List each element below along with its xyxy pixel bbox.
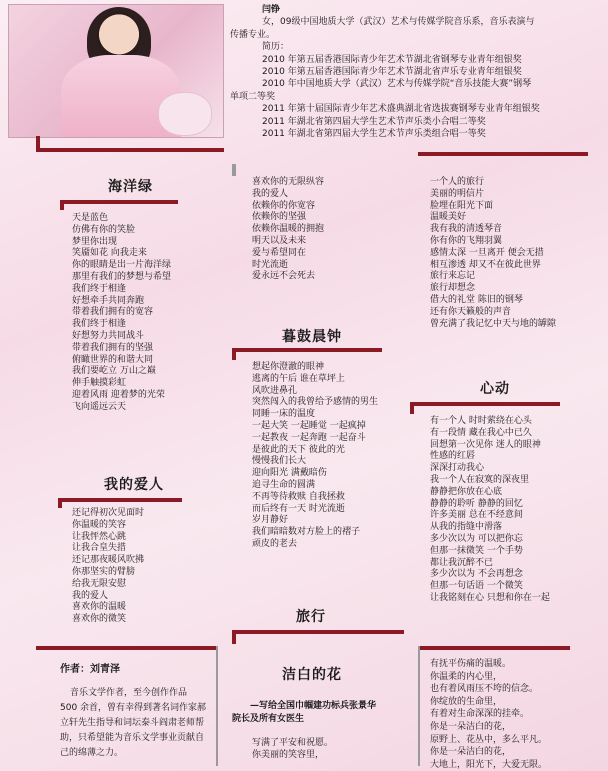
poem-line: 是彼此的天下 彼此的光 [252, 444, 345, 455]
divider-red-tick [36, 136, 40, 152]
poem-body-col2-top [252, 177, 324, 283]
poem-title-haiyanglv: 海洋绿 [108, 179, 153, 195]
poem-line: 都让我沉醉不已 [430, 557, 494, 568]
poem-line: 顽皮的老去 [252, 538, 298, 549]
poem-line: 原野上、花丛中，多么平凡。 [430, 734, 548, 745]
poem-line: 突然闯入的我曾给予感情的男生 [252, 397, 379, 408]
author-bio-line: 立轩先生指导和词坛泰斗阎肃老师帮 [60, 718, 205, 728]
poem-line: 2010 年中国地质大学（武汉）艺术与传媒学院“音乐技能大赛”钢琴 [262, 79, 532, 90]
poem-body-col3-bottom [430, 658, 547, 771]
poem-line: 爱与希望同在 [252, 247, 307, 258]
title-underline [410, 402, 560, 406]
poem-line: 不再等待救赎 自我拯救 [252, 491, 345, 502]
poem-line: 想起你澄澈的眼神 [252, 362, 325, 372]
author-label: 作者：刘青泽 [60, 664, 120, 675]
poem-title-lvxing: 旅行 [296, 609, 326, 625]
title-underline [232, 630, 404, 634]
divider-grey-vertical [216, 646, 218, 766]
divider-red-bottom [420, 646, 570, 650]
poem-line: 追寻生命的圆满 [252, 479, 316, 490]
poem-line: 天是蓝色 [72, 213, 109, 223]
poem-line: 那里有我们的梦想与希望 [72, 271, 172, 282]
poem-line: 依赖你温暖的拥抱 [252, 224, 325, 235]
poem-line: 从我的指缝中滑落 [430, 522, 503, 533]
poem-line: 深深打动我心 [430, 463, 485, 474]
bio-line1: 女，09级中国地质大学（武汉）艺术与传媒学院音乐系，音乐表演与 [262, 17, 535, 28]
poem-line: 喜欢你的无限纵容 [252, 177, 325, 187]
poem-line: 你温柔的内心里， [430, 671, 503, 682]
poem-line: 你绽放的生命里， [430, 696, 503, 707]
poem-title-xindong: 心动 [480, 381, 510, 397]
poem-subtitle-jiebai [232, 700, 376, 726]
poem-line: 你那坚实的臂膀 [72, 566, 136, 577]
bio-name: 闫铮 [262, 5, 281, 15]
poem-line: 2010 年第五届香港国际青少年艺术节湖北省钢琴专业青年组银奖 [262, 54, 522, 65]
author-bio-line: 助，只希望能为音乐文学事业贡献自 [60, 733, 205, 743]
title-underline [60, 200, 178, 204]
poem-line: 你有你的飞翔羽翼 [430, 235, 503, 246]
poem-line: 带着我们拥有的坚强 [72, 342, 154, 353]
poem-line: 写满了平安和祝愿。 [252, 738, 334, 748]
poem-body-mugu [252, 362, 378, 551]
poem-line: 还记得初次见面时 [72, 508, 145, 518]
poem-line: 我的爱人 [252, 188, 289, 199]
poem-line: 而后终有一天 时光流逝 [252, 503, 345, 514]
poem-line: 你的眼睛是出一片海洋绿 [72, 260, 172, 271]
poem-line: 风吹进鼻孔 [252, 385, 298, 396]
bio-resume-label: 简历： [262, 42, 290, 53]
poem-line: 让我合皇失措 [72, 543, 127, 554]
poem-line: 许多美丽 总在不经意间 [430, 510, 523, 521]
poem-line: 带着我们拥有的宽容 [72, 307, 154, 318]
poem-line: 梦里你出现 [72, 236, 118, 247]
poem-body-jiebai [252, 738, 333, 762]
poem-line: 我一个人在寂寞的深夜里 [430, 474, 530, 485]
poem-line: 感情太深 一旦离开 便会无措 [430, 247, 544, 258]
poem-line: 我的爱人 [72, 590, 109, 601]
poem-line: 多少次以为 不会再想念 [430, 569, 523, 580]
bio-line2: 传播专业。 [230, 29, 276, 40]
poem-line: 借大的礼堂 陈旧的钢琴 [430, 294, 523, 305]
poem-line: 还记那夜暖风吹拂 [72, 555, 145, 566]
divider-red [36, 148, 224, 152]
divider-red-bottom [36, 646, 216, 650]
poem-line: 温暖美好 [430, 212, 467, 223]
poem-line: 笑靥如花 向我走来 [72, 248, 147, 259]
poem-line: 伸手触摸彩虹 [72, 378, 127, 389]
poem-line: 静静把你放在心底 [430, 486, 503, 497]
poem-line: 同睡一床的温度 [252, 409, 316, 420]
author-bio-line: 500 余首，曾有幸得到著名词作家郝 [60, 703, 207, 713]
poem-line: 有抚平伤痛的温暖。 [430, 659, 512, 669]
author-bio [60, 686, 216, 761]
poem-line: 静静的聆听 静静的回忆 [430, 498, 523, 509]
poem-line: 慢慢我们长大 [252, 456, 307, 467]
poem-line: 2011 年湖北省第四届大学生艺术节声乐类组合唱一等奖 [262, 129, 486, 140]
poem-line: 逃离的午后 谁在草坪上 [252, 373, 345, 384]
poem-line: 一起大笑 一起睡觉 一起疯掉 [252, 420, 366, 431]
poem-body-col3-top [430, 177, 556, 330]
poem-line: 旅行来忘记 [430, 271, 476, 282]
subtitle-line: 院长及所有女医生 [232, 714, 305, 724]
poem-body-wodeairen [72, 508, 144, 626]
poem-line: 迎着风雨 迎着梦的光荣 [72, 389, 165, 400]
poem-line: 有一段情 藏在我心中已久 [430, 427, 532, 438]
poem-line: 迎向阳光 满戴暗伤 [252, 468, 327, 479]
poem-line: 还有你天籁般的声音 [430, 306, 512, 317]
poem-line: 我们终于相逢 [72, 319, 127, 330]
poem-line: 回想第一次见你 迷人的眼神 [430, 439, 541, 450]
poem-line: 我有我的清透琴音 [430, 224, 503, 235]
poem-line: 也有着风雨压不垮的信念。 [430, 684, 539, 695]
poem-body-haiyanglv [72, 213, 171, 414]
poem-line: 性感的红唇 [430, 451, 476, 462]
poem-line: 明天以及未来 [252, 235, 307, 246]
poem-line: 你是一朵洁白的花， [430, 721, 512, 732]
poem-line: 一个人的旅行 [430, 177, 485, 187]
poem-line: 给我无限安慰 [72, 578, 127, 589]
poem-line: 你是一朵洁白的花， [430, 747, 512, 758]
poem-line: 依赖你的你宽容 [252, 200, 316, 211]
divider-red [418, 152, 588, 156]
author-bio-line: 音乐文学作者，至今创作作品 [70, 688, 188, 698]
poem-body-xindong [430, 416, 550, 605]
poem-line: 曾充满了我记忆中天与地的罅隙 [430, 318, 557, 329]
poem-line: 大地上，阳光下，大爱无限。 [430, 759, 548, 770]
poem-line: 有着对生命深深的挂牵。 [430, 709, 530, 720]
poem-line: 让我怦然心跳 [72, 531, 127, 542]
poem-title-jiebai: 洁白的花 [282, 667, 342, 683]
poem-line: 2010 年第五届香港国际青少年艺术节湖北省声乐专业青年组银奖 [262, 67, 522, 78]
title-underline-tick [60, 200, 64, 210]
poem-line: 我们暗暗数对方脸上的褶子 [252, 527, 361, 538]
poem-line: 爱永远不会死去 [252, 271, 316, 282]
poem-line: 好想牵手共同奔跑 [72, 295, 145, 306]
title-underline-tick [410, 402, 414, 414]
bio-awards [230, 54, 604, 141]
portrait-photo [8, 4, 224, 138]
bio-block [230, 4, 604, 140]
poem-line: 俯瞰世界的和谐大同 [72, 354, 154, 365]
poem-line: 喜欢你的微笑 [72, 614, 127, 625]
divider-grey [232, 164, 236, 176]
poem-line: 好想努力共同战斗 [72, 330, 145, 341]
poem-line: 飞向遥远云天 [72, 401, 127, 412]
poem-line: 我们终于相逢 [72, 283, 127, 294]
poem-line: 但那一抹微笑 一个手势 [430, 545, 523, 556]
author-bio-line: 己的绵薄之力。 [60, 748, 124, 758]
poem-line: 喜欢你的温暖 [72, 602, 127, 613]
poem-line: 你美丽的笑容里， [252, 749, 325, 760]
poem-line: 一起教夜 一起奔跑 一起奋斗 [252, 432, 366, 443]
poem-title-mugu: 暮鼓晨钟 [282, 329, 342, 345]
poem-line: 旅行却想念 [430, 283, 476, 294]
poem-line: 脸埋在阳光下面 [430, 200, 494, 211]
title-underline [58, 498, 182, 502]
poem-line: 多少次以为 可以把你忘 [430, 533, 523, 544]
divider-grey-vertical [418, 646, 420, 766]
poem-line: 我们要屹立 万山之巅 [72, 366, 156, 377]
poem-line: 让我铭刻在心 只想和你在一起 [430, 592, 550, 603]
poem-line: 相互渗透 却又不在彼此世界 [430, 259, 541, 270]
poem-line: 单项二等奖 [230, 91, 276, 102]
poem-line: 岁月静好 [252, 515, 289, 526]
subtitle-line: —写给全国巾帼建功标兵张景华 [250, 701, 377, 711]
poem-line: 2011 年湖北省第四届大学生艺术节声乐类小合唱二等奖 [262, 116, 486, 127]
poem-line: 时光流逝 [252, 259, 289, 270]
poem-line: 你温暖的笑容 [72, 519, 127, 530]
poem-line: 仿佛有你的笑脸 [72, 224, 136, 235]
title-underline [232, 348, 382, 352]
poem-line: 2011 年第十届国际青少年艺术盛典湖北省选拔赛钢琴专业青年组银奖 [262, 104, 540, 115]
poem-line: 但那一句话语 一个微笑 [430, 581, 523, 592]
poem-line: 有一个人 时时萦绕在心头 [430, 416, 532, 426]
poem-line: 依赖你的坚强 [252, 212, 307, 223]
title-underline-tick [58, 498, 62, 508]
poem-title-wodeairen: 我的爱人 [104, 477, 164, 493]
poem-line: 美丽的明信片 [430, 188, 485, 199]
title-underline-tick [232, 630, 236, 644]
title-underline-tick [232, 348, 236, 360]
